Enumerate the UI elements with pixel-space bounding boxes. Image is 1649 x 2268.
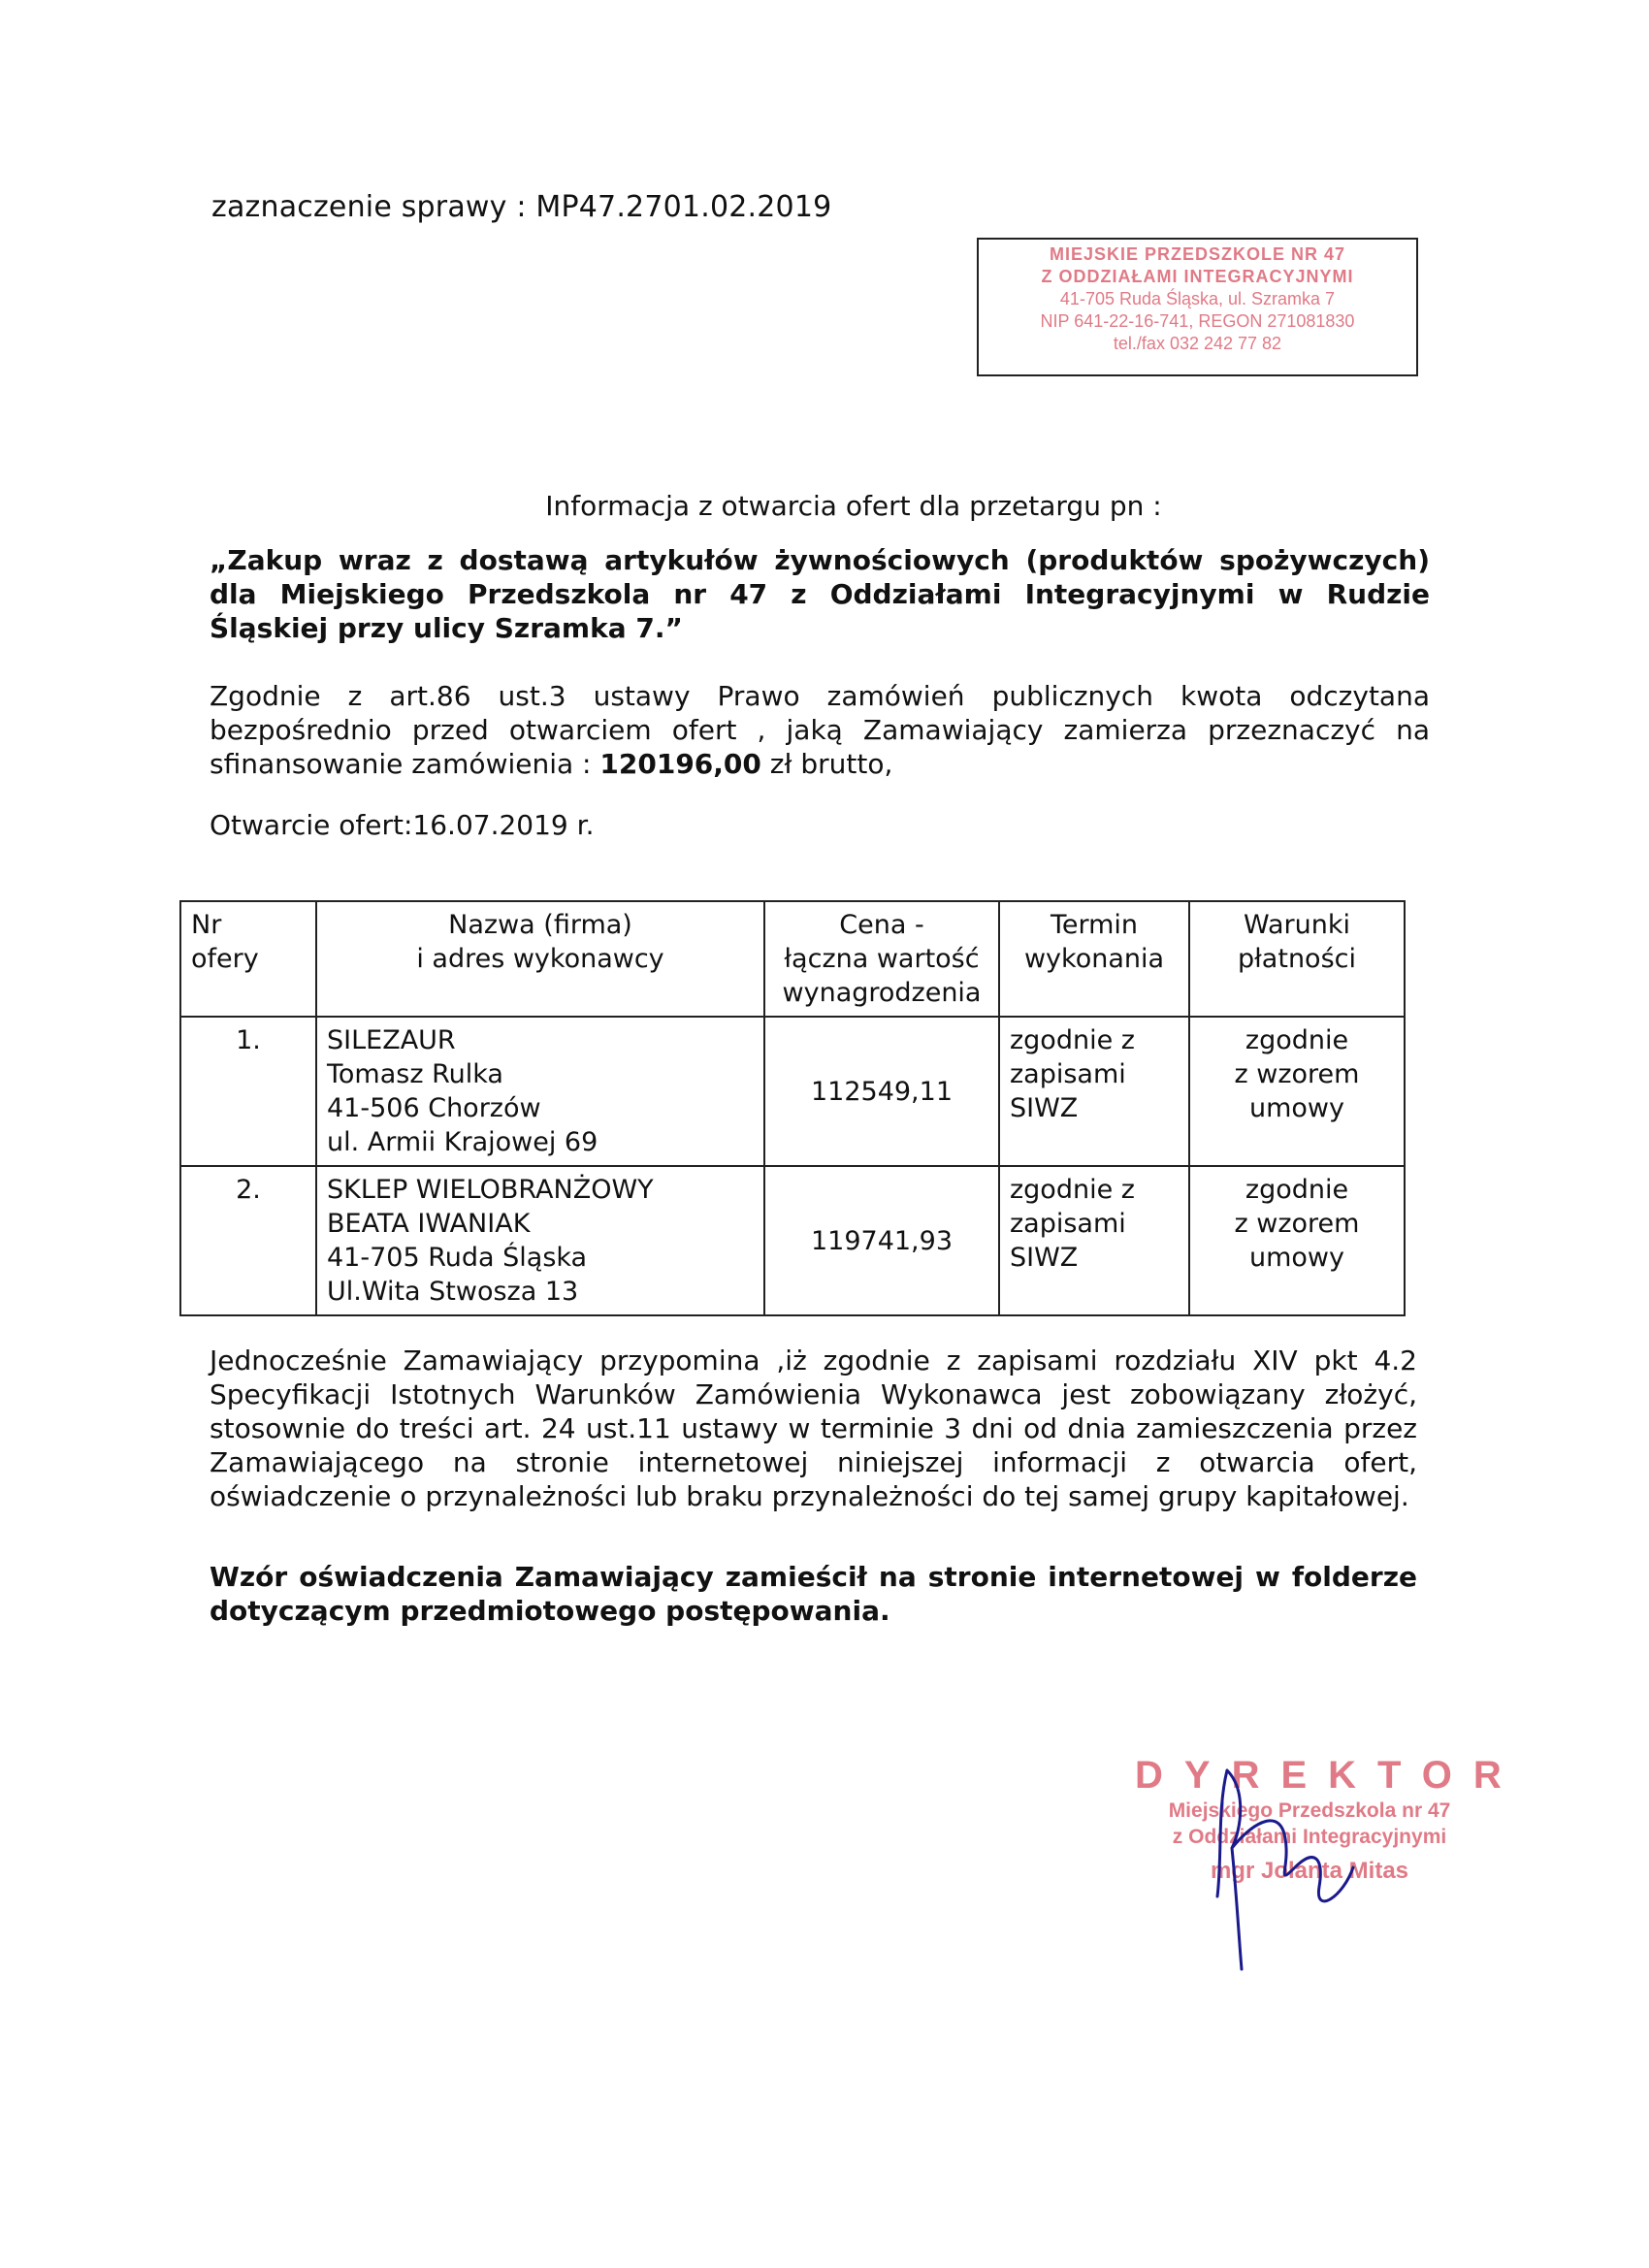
payment-line: zgodnie [1245, 1175, 1349, 1205]
stamp-line-2: Z ODDZIAŁAMI INTEGRACYJNYMI [1041, 267, 1354, 286]
contractor-line: 41-506 Chorzów [327, 1093, 541, 1123]
contractor-line: ul. Armii Krajowej 69 [327, 1127, 598, 1157]
offer-price: 112549,11 [764, 1017, 999, 1166]
header-term [999, 901, 1189, 1017]
notice-paragraph: Jednocześnie Zamawiający przypomina ,iż zgodnie z zapisami rozdziału XIV pkt 4.2 Specyfikacji Istotnych Warunków Zamówienia Wykonawca jest zobowiązany złożyć, stosownie do treści art. 24 ust.11 ustawy w terminie 3 dni od dnia zamieszczenia przez Zamawiającego na stronie internetowej niniejszej informacji z otwarcia ofert, oświadczenie o przynależności lub braku przynależności do tej samej grupy kapitałowej. [210, 1345, 1417, 1512]
stamp-line-3: 41-705 Ruda Śląska, ul. Szramka 7 [1059, 289, 1336, 308]
header-term-line: wykonania [1023, 944, 1165, 974]
term-line: zapisami [1010, 1059, 1126, 1089]
offer-contractor [316, 1166, 764, 1315]
handwritten-signature [1188, 1751, 1382, 1974]
case-reference: zaznaczenie sprawy : MP47.2701.02.2019 [211, 190, 832, 224]
payment-line: z wzorem [1234, 1059, 1360, 1089]
contractor-line: BEATA IWANIAK [327, 1209, 531, 1239]
opening-date: Otwarcie ofert:16.07.2019 r. [210, 809, 595, 841]
institution-stamp [977, 238, 1418, 376]
offer-term [999, 1166, 1189, 1315]
template-note: Wzór oświadczenia Zamawiający zamieścił na stronie internetowej w folderze dotyczącym przedmiotowego postępowania. [210, 1561, 1417, 1627]
budget-text: Zgodnie z art.86 ust.3 ustawy Prawo zamówień publicznych kwota odczytana bezpośrednio przed otwarciem ofert , jaką Zamawiający zamierza przeznaczyć na sfinansowanie zamówienia : [210, 680, 1430, 780]
budget-currency: zł brutto, [760, 748, 893, 780]
term-line: zapisami [1010, 1209, 1126, 1239]
budget-amount: 120196,00 [599, 748, 761, 780]
offer-price: 119741,93 [764, 1166, 999, 1315]
term-line: SIWZ [1010, 1093, 1079, 1123]
header-name-line: i adres wykonawcy [416, 944, 664, 974]
contractor-line: SKLEP WIELOBRANŻOWY [327, 1175, 654, 1205]
table-row [180, 1017, 1405, 1166]
contractor-line: Tomasz Rulka [327, 1059, 503, 1089]
tender-subject: „Zakup wraz z dostawą artykułów żywnościowych (produktów spożywczych) dla Miejskiego Przedszkola nr 47 z Oddziałami Integracyjnymi w Rudzie Śląskiej przy ulicy Szramka 7.” [210, 544, 1430, 644]
header-nr-line: Nr [191, 910, 222, 940]
contractor-line: SILEZAUR [327, 1025, 456, 1055]
header-payment-line: Warunki [1244, 910, 1350, 940]
offers-table-header [180, 901, 1405, 1017]
term-line: SIWZ [1010, 1243, 1079, 1273]
offer-number: 1. [180, 1017, 316, 1166]
header-price-line: wynagrodzenia [782, 978, 982, 1008]
header-name [316, 901, 764, 1017]
offer-payment [1189, 1166, 1405, 1315]
stamp-line-1: MIEJSKIE PRZEDSZKOLE NR 47 [1049, 244, 1346, 264]
offer-contractor [316, 1017, 764, 1166]
term-line: zgodnie z [1010, 1025, 1135, 1055]
director-stamp-line-1: Miejskiego Przedszkola nr 47 [1168, 1799, 1451, 1822]
term-line: zgodnie z [1010, 1175, 1135, 1205]
header-price [764, 901, 999, 1017]
header-term-line: Termin [1050, 910, 1139, 940]
header-price-line: Cena - [839, 910, 924, 940]
header-name-line: Nazwa (firma) [448, 910, 632, 940]
offers-table [179, 900, 1406, 1316]
payment-line: umowy [1249, 1243, 1344, 1273]
table-row [180, 1166, 1405, 1315]
contractor-line: 41-705 Ruda Śląska [327, 1243, 588, 1273]
payment-line: umowy [1249, 1093, 1344, 1123]
contractor-line: Ul.Wita Stwosza 13 [327, 1277, 579, 1307]
header-nr-line: ofery [191, 944, 259, 974]
document-heading: Informacja z otwarcia ofert dla przetargu pn : [545, 490, 1162, 522]
director-name: mgr Jolanta Mitas [1210, 1858, 1409, 1884]
header-payment-line: płatności [1238, 944, 1356, 974]
director-title: DYREKTOR [1135, 1754, 1523, 1797]
stamp-line-4: NIP 641-22-16-741, REGON 271081830 [1040, 311, 1355, 331]
director-stamp-line-2: z Oddziałami Integracyjnymi [1172, 1826, 1447, 1848]
offer-term [999, 1017, 1189, 1166]
header-nr [180, 901, 316, 1017]
header-price-line: łączna wartość [784, 944, 980, 974]
payment-line: z wzorem [1234, 1209, 1360, 1239]
stamp-line-5: tel./fax 032 242 77 82 [1113, 334, 1282, 353]
offer-payment [1189, 1017, 1405, 1166]
budget-paragraph [210, 679, 1430, 781]
offer-number: 2. [180, 1166, 316, 1315]
payment-line: zgodnie [1245, 1025, 1349, 1055]
header-payment [1189, 901, 1405, 1017]
